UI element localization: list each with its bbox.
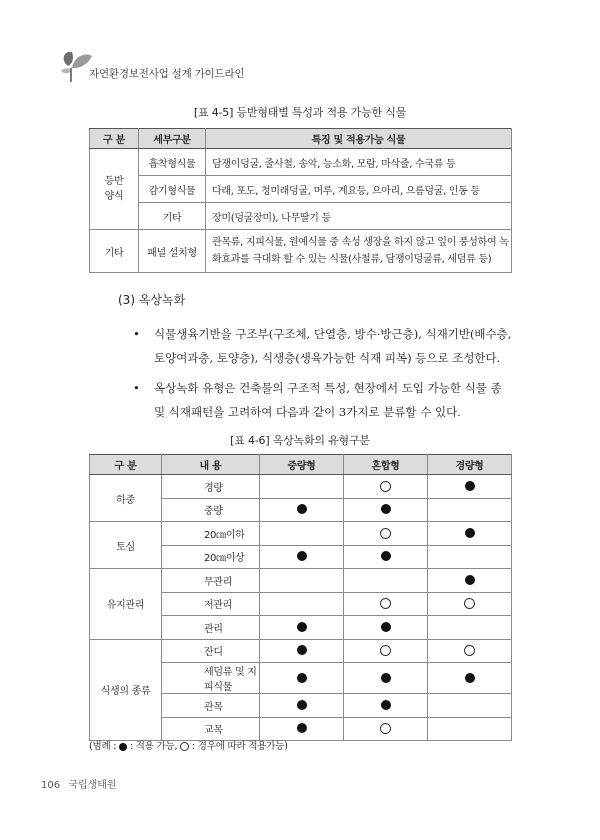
table2-category: 하중: [90, 475, 162, 522]
empty-circle-icon: [380, 645, 391, 656]
table2-cell: [260, 592, 344, 616]
table1-header-subcategory: 세부구분: [139, 129, 206, 149]
table2-content: 저관리: [162, 592, 260, 616]
table2-cell: [428, 592, 512, 616]
rooftop-greening-table: [89, 454, 512, 741]
table2-caption: [표 4-6] 옥상녹화의 유형구분: [230, 434, 370, 447]
table2-cell: [428, 475, 512, 499]
table2-cell: [344, 694, 428, 718]
filled-circle-icon: [297, 645, 307, 655]
bullet-text: 옥상녹화 유형은 건축물의 구조적 특성, 현장에서 도입 가능한 식물 종 및 식재패턴을 고려하여 다음과 같이 3가지로 분류할 수 있다.: [154, 381, 502, 419]
table2-cell: [260, 663, 344, 694]
filled-circle-icon: [381, 673, 391, 683]
filled-circle-icon: [297, 504, 307, 514]
table2-cell: [428, 694, 512, 718]
legend-empty-text: : 경우에 따라 적용가능): [191, 741, 288, 752]
table2-legend: [89, 738, 288, 752]
empty-circle-icon: [380, 528, 391, 539]
table1-subcategory: 흡착형식물: [139, 149, 206, 176]
table2-cell: [344, 639, 428, 663]
table-row: [90, 569, 512, 593]
table2-cell: [344, 592, 428, 616]
table1-feature: 다래, 포도, 청미래덩굴, 머루, 계요등, 으아리, 으름덩굴, 인동 등: [206, 176, 512, 203]
table2-cell: [428, 639, 512, 663]
table1-header-category: 구 분: [90, 129, 139, 149]
legend-prefix: (범례 :: [89, 741, 117, 752]
table2-cell: [428, 522, 512, 546]
table2-cell: [344, 545, 428, 569]
empty-circle-icon: [380, 598, 391, 609]
table2-cell: [344, 663, 428, 694]
list-item: [133, 376, 513, 424]
list-item: [133, 322, 513, 370]
page-footer: [41, 776, 117, 791]
page-number: 106: [41, 780, 61, 791]
bullet-icon: •: [133, 327, 140, 341]
table1-subcategory: 기타: [139, 203, 206, 230]
table2-header-category: 구 분: [90, 455, 162, 475]
table2-content: 관리: [162, 616, 260, 640]
table2-cell: [344, 569, 428, 593]
table2-cell: [428, 717, 512, 741]
table2-content: 교목: [162, 717, 260, 741]
bullet-list: [133, 322, 513, 430]
table2-cell: [260, 545, 344, 569]
bullet-text: 식물생육기반을 구조부(구조체, 단열층, 방수·방근층), 식재기반(배수층, 토양여과층, 토양층), 식생층(생육가능한 식재 피복) 등으로 조성한다.: [154, 327, 512, 365]
header-title: 자연환경보전사업 설계 가이드라인: [89, 68, 245, 80]
table1-category: 기타: [90, 230, 139, 273]
section-title: (3) 옥상녹화: [118, 293, 186, 307]
table-row: [90, 522, 512, 546]
table1-caption: [표 4-5] 등반형태별 특성과 적용 가능한 식물: [193, 106, 407, 119]
table2-cell: [428, 498, 512, 522]
filled-circle-icon: [297, 551, 307, 561]
table2-cell: [260, 694, 344, 718]
filled-circle-icon: [297, 673, 307, 683]
table2-cell: [428, 545, 512, 569]
table2-cell: [344, 717, 428, 741]
table2-content: 경량: [162, 475, 260, 499]
table2-cell: [260, 717, 344, 741]
table2-cell: [344, 522, 428, 546]
empty-circle-icon: [380, 723, 391, 734]
filled-circle-icon: [465, 673, 475, 683]
filled-circle-icon: [381, 700, 391, 710]
table2-cell: [344, 498, 428, 522]
table2-content: 무관리: [162, 569, 260, 593]
table2-cell: [344, 475, 428, 499]
filled-circle-icon: [381, 551, 391, 561]
table-row: [90, 639, 512, 663]
table1-feature: 관목류, 지피식물, 원예식물 중 속성 생장을 하지 않고 잎이 풍성하여 녹화효과를 극대화 할 수 있는 식물(사철류, 담쟁이덩굴류, 세덤류 등): [206, 230, 512, 273]
table2-content: 중량: [162, 498, 260, 522]
legend-full-text: : 적용 가능,: [129, 741, 178, 752]
table1-feature: 담쟁이덩굴, 줄사철, 송악, 능소화, 모람, 마삭줄, 수국류 등: [206, 149, 512, 176]
table2-content: 세덤류 및 지피식물: [162, 663, 260, 694]
table1-subcategory: 감기형식물: [139, 176, 206, 203]
table1-feature: 장미(덩굴장미), 나무딸기 등: [206, 203, 512, 230]
table2-header-light: 경량형: [428, 455, 512, 475]
table-row: [90, 149, 512, 176]
empty-circle-icon: [464, 598, 475, 609]
table2-cell: [428, 663, 512, 694]
table-row: [90, 203, 512, 230]
table1-category: 등반 양식: [90, 149, 139, 230]
table1-subcategory: 패널 설치형: [139, 230, 206, 273]
table2-header-content: 내 용: [162, 455, 260, 475]
table-row: [90, 475, 512, 499]
table2-cell: [428, 616, 512, 640]
table2-cell: [260, 498, 344, 522]
table2-cell: [344, 616, 428, 640]
table2-content: 20㎝이하: [162, 522, 260, 546]
bullet-icon: •: [133, 381, 140, 395]
table2-category: 유지관리: [90, 569, 162, 640]
table2-cell: [260, 522, 344, 546]
table2-category: 토심: [90, 522, 162, 569]
table2-category: 식생의 종류: [90, 639, 162, 741]
empty-circle-icon: [464, 645, 475, 656]
table-row: [90, 230, 512, 273]
table-row: [90, 176, 512, 203]
empty-circle-icon: [380, 481, 391, 492]
table2-cell: [428, 569, 512, 593]
filled-circle-icon: [381, 504, 391, 514]
table2-content: 20㎝이상: [162, 545, 260, 569]
table2-header-mixed: 혼합형: [344, 455, 428, 475]
table2-cell: [260, 616, 344, 640]
filled-circle-icon: [297, 723, 307, 733]
filled-circle-icon: [297, 622, 307, 632]
filled-circle-icon: [119, 743, 127, 751]
table2-cell: [260, 569, 344, 593]
filled-circle-icon: [465, 575, 475, 585]
table1-header-features: 특징 및 적용가능 식물: [206, 129, 512, 149]
footer-org: 국립생태원: [68, 780, 117, 791]
table2-content: 잔디: [162, 639, 260, 663]
table2-cell: [260, 475, 344, 499]
table2-content: 관목: [162, 694, 260, 718]
table2-cell: [260, 639, 344, 663]
filled-circle-icon: [381, 622, 391, 632]
filled-circle-icon: [465, 481, 475, 491]
empty-circle-icon: [180, 742, 189, 751]
filled-circle-icon: [297, 700, 307, 710]
table2-header-heavy: 중량형: [260, 455, 344, 475]
climbing-plants-table: [89, 128, 512, 273]
filled-circle-icon: [465, 528, 475, 538]
